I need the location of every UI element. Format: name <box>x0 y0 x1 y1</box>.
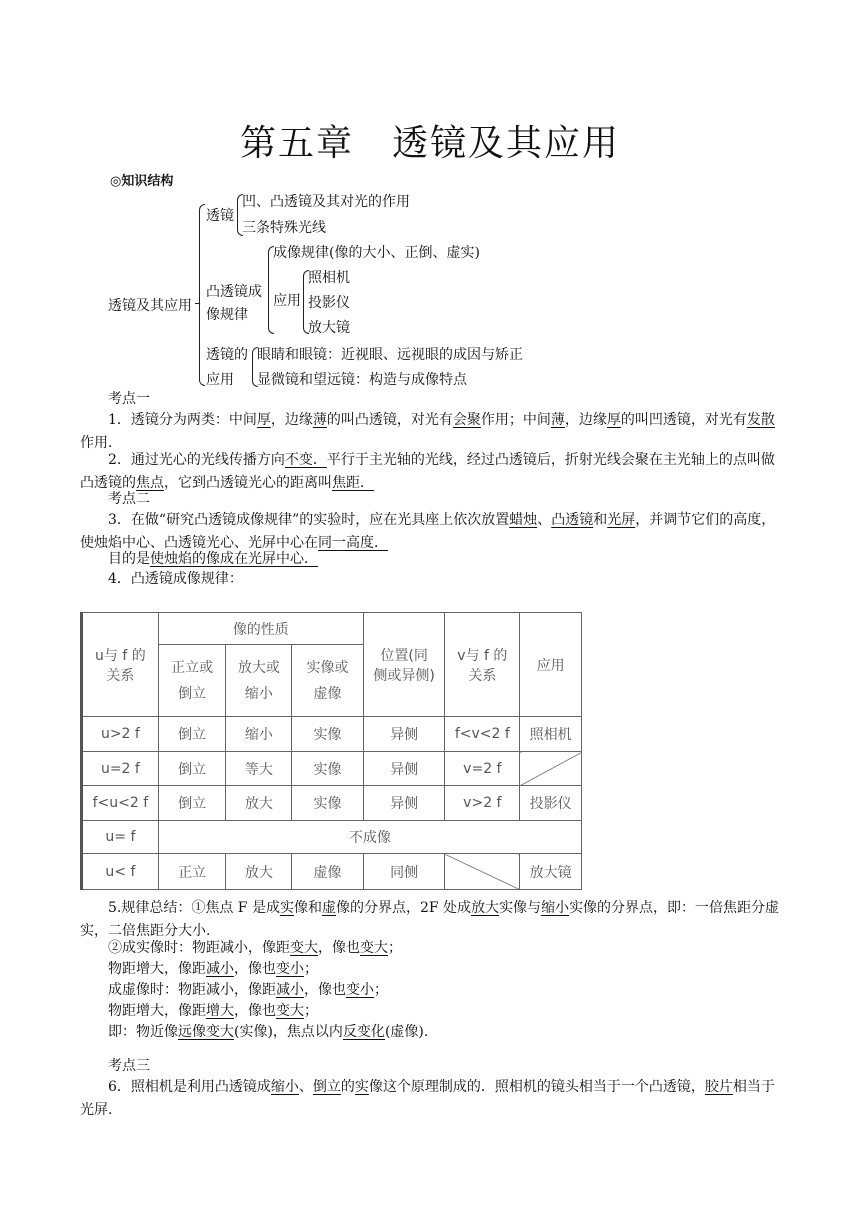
table-cell: 倒立 <box>158 786 226 821</box>
tree-root: 透镜及其应用 <box>108 298 192 314</box>
paragraph-2: 2．通过光心的光线传播方向不变．平行于主光轴的光线，经过凸透镜后，折射光线会聚在主光轴上的点叫做凸透镜的焦点，它到凸透镜光心的距离叫焦距． <box>80 452 775 491</box>
paragraph-6: 6．照相机是利用凸透镜成缩小、倒立的实像这个原理制成的．照相机的镜头相当于一个凸透镜，胶片相当于光屏. <box>80 1079 775 1118</box>
tree-rule-item: 成像规律(像的大小、正倒、虚实) <box>273 245 480 261</box>
table-row <box>82 752 582 786</box>
table-cell: 实像 <box>292 717 364 752</box>
kaodian-2: 考点二 <box>108 491 150 507</box>
tree-app-item: 投影仪 <box>308 295 350 311</box>
header-nature: 像的性质 <box>158 613 363 645</box>
table-cell: 放大 <box>226 854 292 890</box>
table-cell: u= f <box>82 821 159 854</box>
header-magnify: 放大或 缩小 <box>226 645 292 717</box>
table-cell: 放大镜 <box>520 854 582 890</box>
summary-line: 物距增大，像距减小，像也变小； <box>108 961 318 977</box>
table-cell: 同侧 <box>363 854 445 890</box>
imaging-rules-table <box>80 612 582 890</box>
header-upright: 正立或 倒立 <box>158 645 226 717</box>
tree-brace-tip <box>195 303 200 304</box>
tree-app-label: 应用 <box>273 293 301 309</box>
tree-lens-item: 凹、凸透镜及其对光的作用 <box>242 194 410 210</box>
paragraph-5: 5.规律总结：①焦点 F 是成实像和虚像的分界点，2F 处成放大实像与缩小实像的分界点，即：一倍焦距分虚实，二倍焦距分大小. <box>80 900 780 939</box>
table-row <box>82 786 582 821</box>
summary-line: 成虚像时：物距减小，像距减小，像也变小； <box>108 982 388 998</box>
table-row <box>82 821 582 854</box>
kaodian-3: 考点三 <box>108 1058 150 1074</box>
summary-line: 即：物近像远像变大(实像)，焦点以内反变化(虚像). <box>108 1024 429 1040</box>
tree-use-label: 透镜的 <box>206 347 248 363</box>
table-cell: 投影仪 <box>520 786 582 821</box>
header-u-f: u与 f 的 关系 <box>82 613 159 717</box>
tree-use-item: 显微镜和望远镜：构造与成像特点 <box>257 372 467 388</box>
tree-app-item: 照相机 <box>308 270 350 286</box>
paragraph-4: 4．凸透镜成像规律： <box>108 571 243 587</box>
table-cell-empty <box>520 752 582 786</box>
table-cell: v>2 f <box>445 786 520 821</box>
table-cell: 异侧 <box>363 752 445 786</box>
table-cell: 异侧 <box>363 717 445 752</box>
paragraph-1: 1．透镜分为两类：中间厚，边缘薄的叫凸透镜，对光有会聚作用；中间薄，边缘厚的叫凹透镜，对光有发散作用． <box>80 412 775 451</box>
summary-line: ②成实像时：物距减小，像距变大，像也变大； <box>108 940 402 956</box>
table-cell-no-image: 不成像 <box>158 821 581 854</box>
tree-app-item: 放大镜 <box>308 320 350 336</box>
page-title: 第五章 透镜及其应用 <box>239 123 620 164</box>
table-cell: u< f <box>82 854 159 890</box>
table-cell: f<v<2 f <box>445 717 520 752</box>
table-cell: u>2 f <box>82 717 159 752</box>
paragraph-3b: 目的是使烛焰的像成在光屏中心． <box>108 551 318 567</box>
table-cell: 照相机 <box>520 717 582 752</box>
tree-rule-label: 像规律 <box>206 307 248 323</box>
header-application: 应用 <box>520 613 582 717</box>
table-cell: 虚像 <box>292 854 364 890</box>
table-cell: 缩小 <box>226 717 292 752</box>
table-cell-empty <box>445 854 520 890</box>
header-v-f: v与 f 的 关系 <box>445 613 520 717</box>
tree-use-item: 眼睛和眼镜：近视眼、远视眼的成因与矫正 <box>257 347 523 363</box>
tree-lens-label: 透镜 <box>206 208 234 224</box>
table-cell: f<u<2 f <box>82 786 159 821</box>
table-cell: 实像 <box>292 786 364 821</box>
table-cell: u=2 f <box>82 752 159 786</box>
table-cell: 倒立 <box>158 717 226 752</box>
table-cell: v=2 f <box>445 752 520 786</box>
table-cell: 异侧 <box>363 786 445 821</box>
knowledge-structure-heading: ◎知识结构 <box>110 174 174 189</box>
table-row <box>82 717 582 752</box>
paragraph-3: 3．在做“研究凸透镜成像规律”的实验时，应在光具座上依次放置蜡烛、凸透镜和光屏，并调节它们的高度，使烛焰中心、凸透镜光心、光屏中心在同一高度． <box>80 512 776 551</box>
table-cell: 放大 <box>226 786 292 821</box>
header-real: 实像或 虚像 <box>292 645 364 717</box>
summary-line: 物距增大，像距增大，像也变大； <box>108 1003 318 1019</box>
kaodian-1: 考点一 <box>108 391 150 407</box>
table-row <box>82 854 582 890</box>
header-position: 位置(同 侧或异侧) <box>363 613 445 717</box>
table-cell: 等大 <box>226 752 292 786</box>
tree-use-label: 应用 <box>206 372 234 388</box>
table-cell: 倒立 <box>158 752 226 786</box>
table-cell: 实像 <box>292 752 364 786</box>
tree-brace-root <box>199 204 205 386</box>
tree-rule-label: 凸透镜成 <box>206 284 262 300</box>
table-cell: 正立 <box>158 854 226 890</box>
tree-lens-item: 三条特殊光线 <box>242 220 326 236</box>
